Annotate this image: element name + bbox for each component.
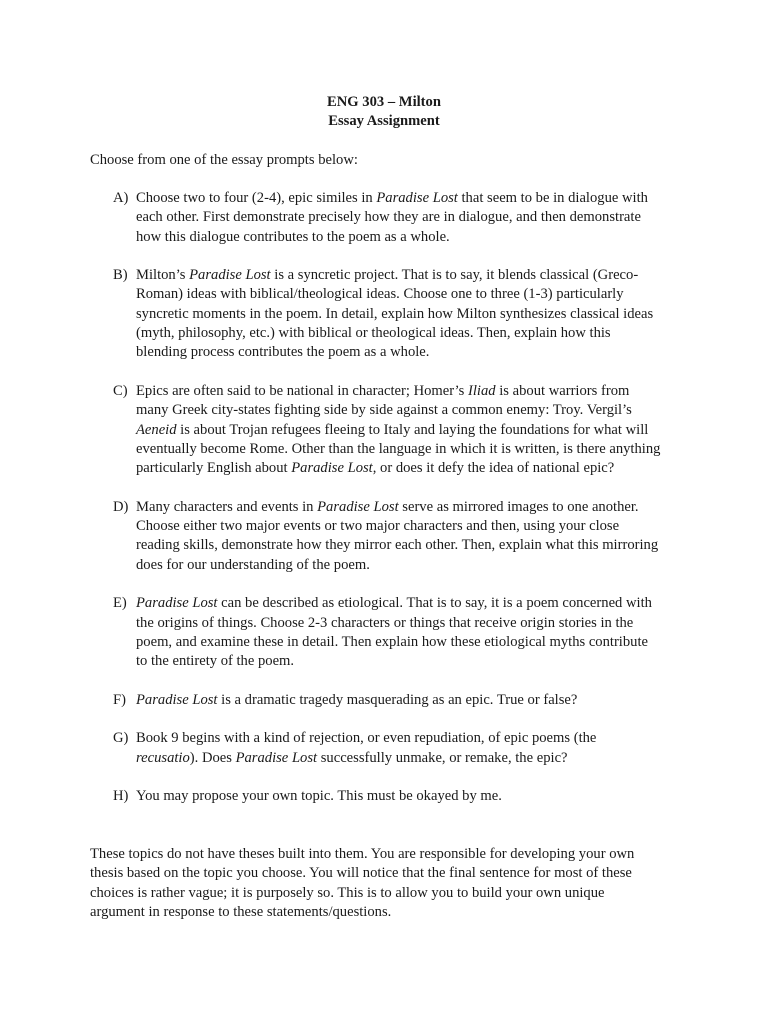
- text-run: is a dramatic tragedy masquerading as an epic. True or false?: [217, 691, 578, 708]
- text-run: Book 9 begins with a kind of rejection, or even repudiation, of epic poems (the: [136, 730, 597, 747]
- text-run: Epics are often said to be national in character; Homer’s: [136, 382, 469, 399]
- prompt-line: [136, 266, 683, 285]
- prompt-line: [136, 382, 683, 401]
- text-run: the origins of things. Choose 2-3 characters or things that receive origin stories in the: [136, 614, 634, 631]
- closing-paragraph: [90, 845, 690, 922]
- title-reference: recusatio: [136, 749, 190, 766]
- prompt-line: [136, 421, 683, 440]
- prompt-text: [136, 787, 683, 806]
- prompt-list: [113, 189, 683, 826]
- title-reference: Paradise Lost: [291, 460, 373, 477]
- prompt-item: [113, 498, 683, 575]
- prompt-letter: C): [113, 382, 128, 399]
- prompt-line: [136, 556, 683, 575]
- prompt-text: [136, 189, 683, 247]
- prompt-line: [136, 285, 683, 304]
- text-run: reading skills, demonstrate how they mirror each other. Then, explain what this mirroring: [136, 537, 659, 554]
- prompt-line: [136, 517, 683, 536]
- prompt-line: [136, 729, 683, 748]
- text-run: Roman) ideas with biblical/theological ideas. Choose one to three (1-3) particularly: [136, 286, 624, 303]
- prompt-text: [136, 691, 683, 710]
- text-run: (myth, philosophy, etc.) with biblical or theological ideas. Then, explain how this: [136, 325, 611, 342]
- text-run: blending process contributes the poem as a whole.: [136, 344, 430, 361]
- prompt-item: [113, 266, 683, 362]
- prompt-item: [113, 189, 683, 247]
- prompt-letter: G): [113, 730, 129, 747]
- text-run: many Greek city-states fighting side by side against a common enemy: Troy. Vergil’s: [136, 402, 632, 419]
- prompt-text: [136, 382, 683, 478]
- intro-text: Choose from one of the essay prompts below:: [90, 152, 358, 168]
- text-run: successfully unmake, or remake, the epic?: [317, 749, 568, 766]
- text-run: syncretic moments in the poem. In detail, explain how Milton synthesizes classical ideas: [136, 305, 654, 322]
- prompt-letter: D): [113, 498, 129, 515]
- document-title: [0, 93, 768, 132]
- prompt-text: [136, 266, 683, 362]
- prompt-letter: A): [113, 190, 129, 206]
- closing-line: argument in response to these statements/questions.: [90, 903, 392, 920]
- text-run: that seem to be in dialogue with: [457, 190, 648, 206]
- text-run: , or does it defy the idea of national epic?: [372, 460, 615, 477]
- prompt-line: [136, 343, 683, 362]
- prompt-line: [136, 440, 683, 459]
- text-run: does for our understanding of the poem.: [136, 556, 370, 573]
- text-run: particularly English about: [136, 460, 292, 477]
- prompt-line: [136, 401, 683, 420]
- course-title: ENG 303 – Milton: [327, 94, 441, 110]
- title-reference: Aeneid: [136, 421, 177, 438]
- prompt-text: [136, 729, 683, 768]
- title-reference: Paradise Lost: [189, 267, 271, 284]
- text-run: to the entirety of the poem.: [136, 653, 295, 670]
- prompt-line: [136, 459, 683, 478]
- text-run: Milton’s: [136, 267, 190, 284]
- text-run: is about warriors from: [495, 382, 630, 399]
- title-reference: Paradise Lost: [136, 691, 218, 708]
- prompt-item: [113, 729, 683, 768]
- prompt-line: [136, 208, 683, 227]
- prompt-text: [136, 498, 683, 575]
- text-run: Choose either two major events or two major characters and then, using your close: [136, 518, 620, 535]
- text-run: each other. First demonstrate precisely how they are in dialogue, and then demonstrate: [136, 209, 641, 226]
- title-reference: Paradise Lost: [376, 190, 458, 206]
- text-run: eventually become Rome. Other than the language in which it is written, is there anything: [136, 440, 661, 457]
- prompt-line: [136, 749, 683, 768]
- prompt-line: [136, 305, 683, 324]
- prompt-line: [136, 594, 683, 613]
- prompt-line: [136, 189, 683, 208]
- prompt-line: [136, 614, 683, 633]
- prompt-line: [136, 536, 683, 555]
- assignment-title: Essay Assignment: [328, 113, 440, 130]
- title-reference: Iliad: [468, 382, 496, 399]
- prompt-letter: F): [113, 691, 126, 708]
- text-run: Many characters and events in: [136, 498, 318, 515]
- text-run: is a syncretic project. That is to say, it blends classical (Greco-: [270, 267, 639, 284]
- prompt-line: [136, 652, 683, 671]
- text-run: how this dialogue contributes to the poem as a whole.: [136, 228, 450, 245]
- prompt-line: [136, 691, 683, 710]
- title-reference: Paradise Lost: [136, 595, 218, 612]
- title-reference: Paradise Lost: [235, 749, 318, 766]
- prompt-line: [136, 787, 683, 806]
- text-run: You may propose your own topic. This must be okayed by me.: [136, 788, 502, 805]
- prompt-item: [113, 382, 683, 478]
- text-run: Choose two to four (2-4), epic similes in: [136, 190, 377, 206]
- closing-line: These topics do not have theses built into them. You are responsible for developing your own: [90, 846, 635, 862]
- prompt-letter: H): [113, 788, 129, 805]
- prompt-item: [113, 787, 683, 806]
- prompt-letter: E): [113, 595, 127, 612]
- text-run: is about Trojan refugees fleeing to Italy and laying the foundations for what will: [176, 421, 649, 438]
- prompt-letter: B): [113, 267, 128, 284]
- prompt-item: [113, 594, 683, 671]
- text-run: can be described as etiological. That is to say, it is a poem concerned with: [217, 595, 652, 612]
- prompt-text: [136, 594, 683, 671]
- text-run: poem, and examine these in detail. Then explain how these etiological myths contribute: [136, 633, 648, 650]
- text-run: ). Does: [189, 749, 236, 766]
- prompt-line: [136, 633, 683, 652]
- prompt-line: [136, 498, 683, 517]
- text-run: serve as mirrored images to one another.: [398, 498, 639, 515]
- closing-line: choices is rather vague; it is purposely so. This is to allow you to build your own unique: [90, 884, 605, 901]
- prompt-item: [113, 691, 683, 710]
- closing-line: thesis based on the topic you choose. You will notice that the final sentence for most of these: [90, 865, 632, 882]
- title-reference: Paradise Lost: [317, 498, 399, 515]
- prompt-line: [136, 324, 683, 343]
- prompt-line: [136, 228, 683, 247]
